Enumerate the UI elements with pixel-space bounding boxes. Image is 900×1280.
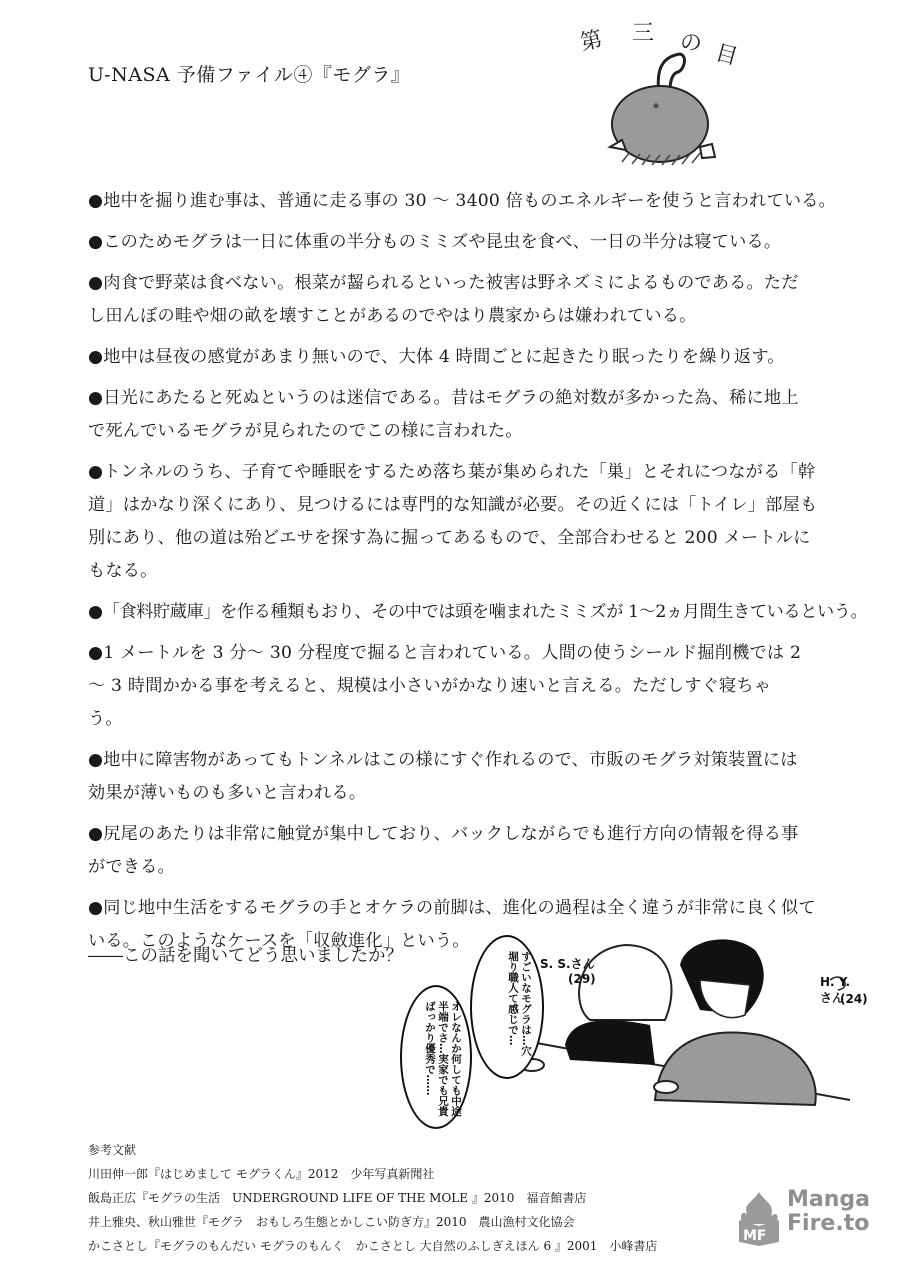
fact-item: ●「食料貯蔵庫」を作る種類もおり、その中では頭を噛まれたミミズが 1～2ヵ月間生きているという。 <box>88 602 868 622</box>
speech-bubble-text: すごいなモグラは…穴堀り職人て感じで… <box>507 951 532 1056</box>
page-title: U-NASA 予備ファイル④『モグラ』 <box>88 64 411 86</box>
reference-item: かこさとし『モグラのもんだい モグラのもんく かこさとし 大自然のふしぎえほん 6 』2001 小峰書店 <box>88 1239 658 1253</box>
comic-illustration <box>400 925 868 1125</box>
fact-item: ●地中を掘り進む事は、普通に走る事の 30 ～ 3400 倍ものエネルギーを使うと言われている。 <box>88 191 837 211</box>
mole-drawing-icon <box>560 12 780 172</box>
fact-item: ●このためモグラは一日に体重の半分ものミミズや昆虫を食べ、一日の半分は寝ている。 <box>88 232 782 252</box>
reference-item: 川田伸一郎『はじめまして モグラくん』2012 少年写真新聞社 <box>88 1167 435 1181</box>
watermark-line2: Fire.to <box>787 1211 870 1236</box>
fact-item: ●同じ地中生活をするモグラの手とオケラの前脚は、進化の過程は全く違うが非常に良く似ている。このようなケースを「収斂進化」という。 <box>88 898 816 951</box>
watermark-logo <box>735 1188 885 1248</box>
flame-book-icon <box>735 1190 783 1246</box>
caption-char: 目 <box>712 40 741 71</box>
person-name: S. S.さん <box>540 957 595 971</box>
person-age: (29) <box>568 972 596 986</box>
caption-char: の <box>680 31 703 56</box>
references <box>88 1138 657 1258</box>
mole-illustration <box>560 12 780 172</box>
fact-list <box>88 185 868 966</box>
speech-bubble <box>400 985 472 1129</box>
reference-item: 井上雅央、秋山雅世『モグラ おもしろ生態とかしこい防ぎ方』2010 農山漁村文化協会 <box>88 1215 575 1229</box>
fact-item: ●肉食で野菜は食べない。根菜が齧られるといった被害は野ネズミによるものである。ただし田んぼの畦や畑の畝を壊すことがあるのでやはり農家からは嫌われている。 <box>88 273 799 326</box>
caption-char: 第 <box>578 26 605 56</box>
interview-question: ――この話を聞いてどう思いましたか？ <box>88 946 403 966</box>
reference-item: 飯島正広『モグラの生活 UNDERGROUND LIFE OF THE MOLE 』2010 福音館書店 <box>88 1191 587 1205</box>
fact-item: ●地中は昼夜の感覚があまり無いので、大体 4 時間ごとに起きたり眠ったりを繰り返す。 <box>88 347 785 367</box>
fact-item: ●トンネルのうち、子育てや睡眠をするため落ち葉が集められた「巣」とそれにつながる「幹道」はかなり深くにあり、見つけるには専門的な知識が必要。その近くには「トイレ」部屋も別にあり、他の道は殆どエサを探す為に掘ってあるもので、全部合わせると 200 メートルにもなる。 <box>88 462 818 581</box>
person-age: (24) <box>840 992 868 1006</box>
fact-item: ●1 メートルを 3 分～ 30 分程度で掘ると言われている。人間の使うシールド掘削機では 2 ～ 3 時間かかる事を考えると、規模は小さいがかなり速いと言える。ただしすぐ寝ちゃう。 <box>88 643 802 729</box>
svg-text:*: * <box>653 101 659 115</box>
characters-drawing-icon <box>400 925 860 1125</box>
watermark-text <box>787 1188 870 1236</box>
caption-char: 三 <box>632 21 655 46</box>
svg-text:MF: MF <box>743 1228 767 1244</box>
speech-bubble-text: オレなんか何しても中途半端でさ…実家でも兄貴ばっかり優秀で…… <box>424 1001 462 1117</box>
fact-item: ●尻尾のあたりは非常に触覚が集中しており、バックしながらでも進行方向の情報を得る事ができる。 <box>88 824 799 877</box>
person-name: H. Y. さん <box>820 975 851 1005</box>
fact-item: ●日光にあたると死ぬというのは迷信である。昔はモグラの絶対数が多かった為、稀に地上で死んでいるモグラが見られたのでこの様に言われた。 <box>88 388 799 441</box>
speech-bubble <box>470 935 544 1079</box>
references-heading: 参考文献 <box>88 1143 137 1157</box>
fact-item: ●地中に障害物があってもトンネルはこの様にすぐ作れるので、市販のモグラ対策装置には効果が薄いものも多いと言われる。 <box>88 750 798 803</box>
watermark-line1: Manga <box>787 1187 870 1212</box>
